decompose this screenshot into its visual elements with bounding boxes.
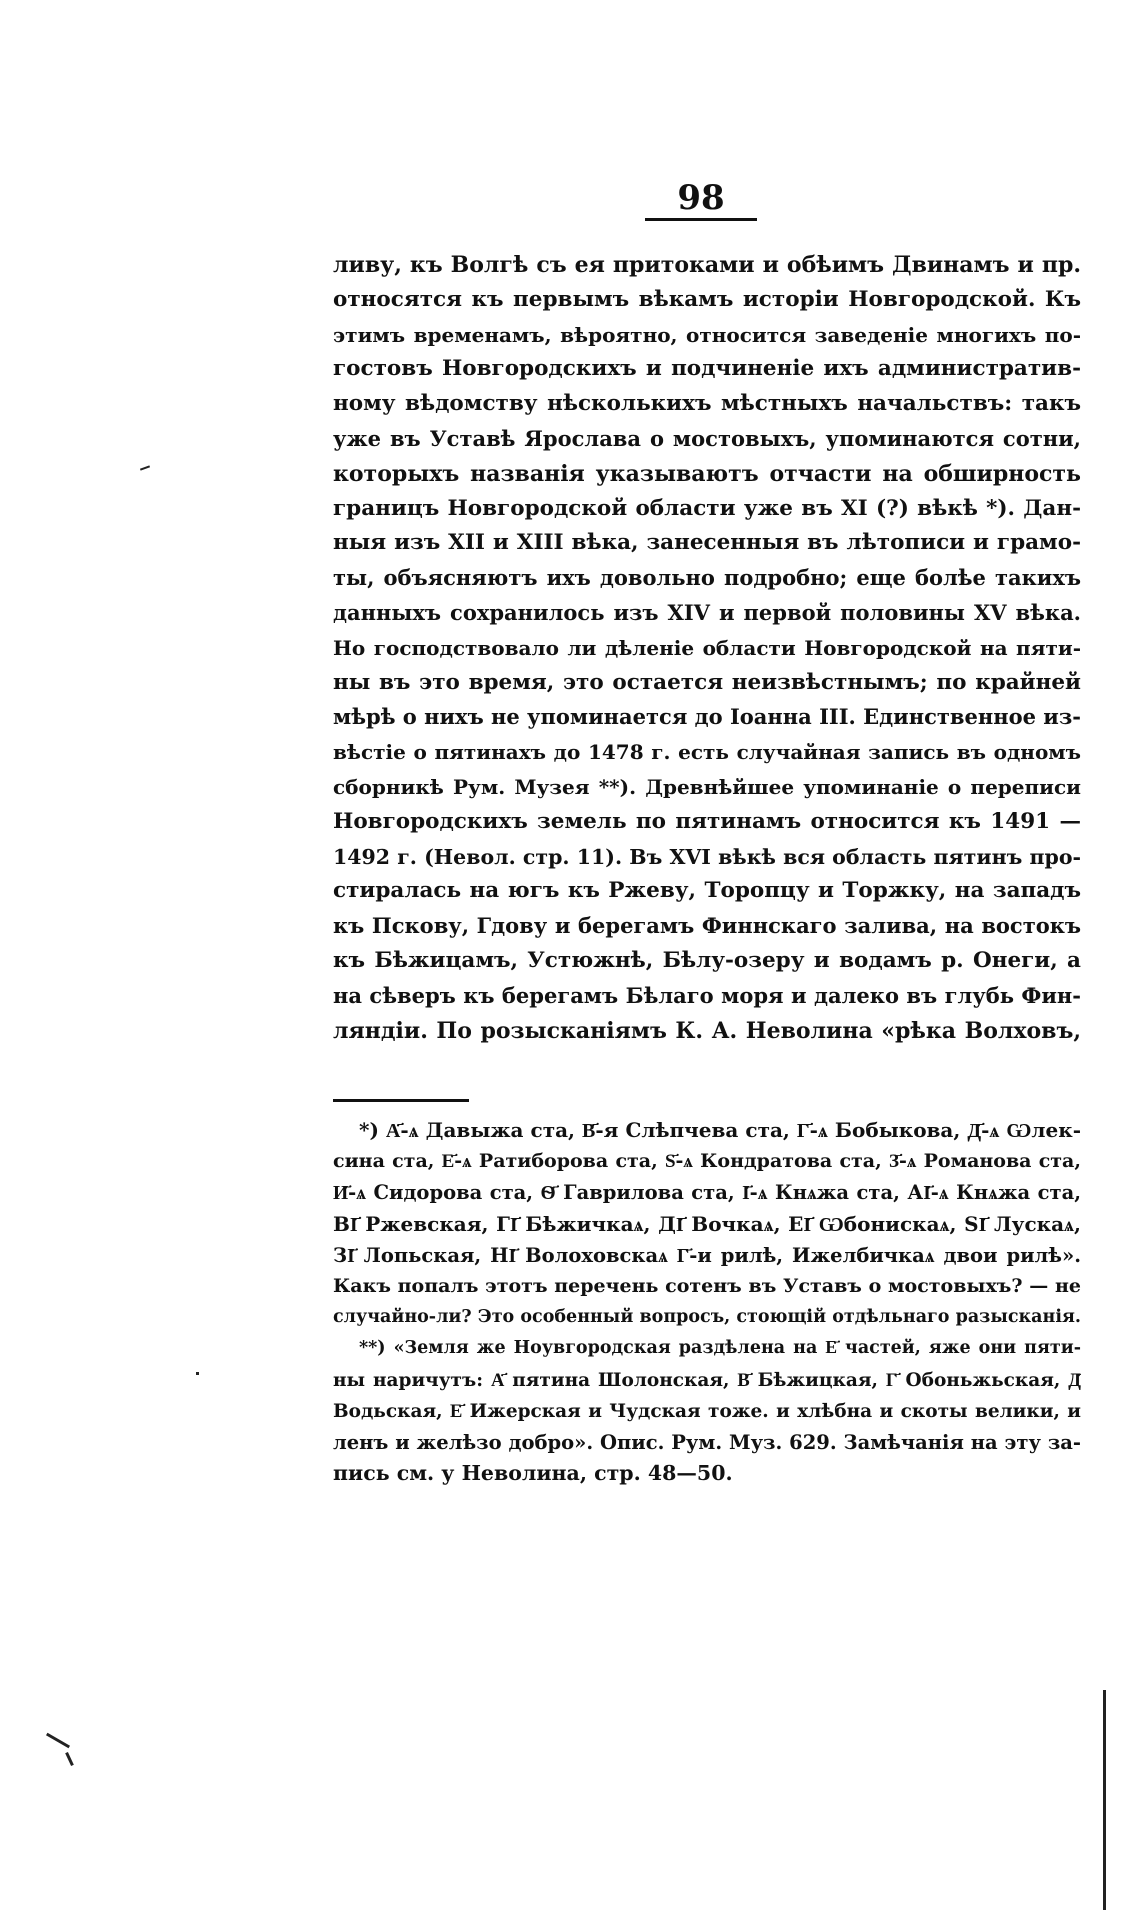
footnote-line: пись см. у Неволина, стр. 48—50.	[333, 1461, 733, 1486]
footnote-line: Водьская, Е҃ Ижерская и Чудская тоже. и хлѣбна и скоты велики, и	[333, 1400, 1081, 1422]
footnote-line: **) «Земля же Ноувгородская раздѣлена на Е҃ частей, яже они пяти-	[359, 1338, 1081, 1359]
text-line: мѣрѣ о нихъ не упоминается до Іоанна III. Единственное из-	[333, 704, 1081, 730]
scan-edge-line	[1103, 1690, 1106, 1910]
text-line: границъ Новгородской области уже въ XI (?) вѣкѣ *). Дан-	[333, 495, 1081, 521]
footnote-line: ны наричутъ: А҃ пятина Шолонская, В҃ Бѣжицкая, Г҃ Обоньжьская, Д҃	[333, 1369, 1081, 1391]
text-line: ты, объясняютъ ихъ довольно подробно; еще болѣе такихъ	[333, 565, 1081, 591]
text-line: сборникѣ Рум. Музея **). Древнѣйшее упоминаніе о переписи	[333, 774, 1081, 799]
text-line: къ Бѣжицамъ, Устюжнѣ, Бѣлу-озеру и водамъ р. Онеги, а	[333, 947, 1081, 973]
text-line: данныхъ сохранилось изъ XIV и первой половины XV вѣка.	[333, 599, 1081, 625]
footnote-1	[333, 1115, 1081, 1333]
scan-mark-corner-tail	[65, 1752, 74, 1766]
text-line: ному вѣдомству нѣсколькихъ мѣстныхъ начальствъ: такъ	[333, 391, 1081, 417]
text-line: гостовъ Новгородскихъ и подчиненіе ихъ административ-	[333, 356, 1081, 382]
text-line: Но господствовало ли дѣленіе области Новгородской на пяти-	[333, 635, 1081, 660]
text-line: уже въ Уставѣ Ярослава о мостовыхъ, упоминаются сотни,	[333, 425, 1081, 451]
text-line: къ Пскову, Гдову и берегамъ Финнскаго залива, на востокъ	[333, 913, 1081, 939]
footnote-2	[333, 1333, 1081, 1489]
scan-mark-dash	[140, 465, 150, 470]
page-number: 98	[645, 178, 757, 221]
text-line: 1492 г. (Невол. стр. 11). Въ XVI вѣкѣ вся область пятинъ про-	[333, 844, 1081, 869]
footnote-line: ВІ҃ Ржевская, ГІ҃ Бѣжичкаѧ, ДІ҃ Вочкаѧ, ЕІ҃ Ѡбонискаѧ, ЅІ҃ Лускаѧ,	[333, 1211, 1081, 1236]
footnotes	[333, 1115, 1081, 1489]
scan-mark-dot	[196, 1372, 199, 1375]
text-line: ливу, къ Волгѣ съ ея притоками и обѣимъ Двинамъ и пр.	[333, 252, 1081, 278]
text-line: вѣстіе о пятинахъ до 1478 г. есть случайная запись въ одномъ	[333, 740, 1081, 765]
text-line: стиралась на югъ къ Ржеву, Торопцу и Торжку, на западъ	[333, 878, 1081, 904]
footnote-line: сина ста, Е҃-ѧ Ратиборова ста, Ѕ҃-ѧ Кондратова ста, З҃-ѧ Романова ста,	[333, 1150, 1081, 1173]
main-text	[333, 248, 1081, 1048]
footnote-line: Какъ попалъ этотъ перечень сотенъ въ Уставъ о мостовыхъ? — не	[333, 1275, 1081, 1298]
text-line: ны въ это время, это остается неизвѣстнымъ; по крайней	[333, 669, 1081, 695]
scan-mark-corner	[46, 1733, 70, 1749]
text-line: на сѣверъ къ берегамъ Бѣлаго моря и далеко въ глубь Фин-	[333, 982, 1081, 1008]
footnote-divider	[333, 1099, 469, 1102]
text-line: Новгородскихъ земель по пятинамъ относится къ 1491 —	[333, 808, 1081, 834]
footnote-line: случайно-ли? Это особенный вопросъ, стоющій отдѣльнаго разысканія.	[333, 1307, 1081, 1328]
text-line: ляндіи. По розысканіямъ К. А. Неволина «рѣка Волховъ,	[333, 1017, 1081, 1044]
text-line: ныя изъ XII и XIII вѣка, занесенныя въ лѣтописи и грамо-	[333, 530, 1081, 556]
text-line: этимъ временамъ, вѣроятно, относится заведеніе многихъ по-	[333, 322, 1081, 347]
footnote-line: ЗІ҃ Лопьская, НІ҃ Волоховскаѧ Г҃-и рилѣ, Ижелбичкаѧ двои рилѣ».	[333, 1243, 1081, 1267]
footnote-line: *) А҃-ѧ Давыжа ста, В҃-я Слѣпчева ста, Г҃-ѧ Бобыкова, Д҃-ѧ Ѡлек-	[359, 1118, 1081, 1142]
text-line: относятся къ первымъ вѣкамъ исторіи Новгородской. Къ	[333, 286, 1081, 312]
footnote-line: И҃-ѧ Сидорова ста, Ѳ҃ Гаврилова ста, І҃-ѧ Кнѧжа ста, АІ҃-ѧ Кнѧжа ста,	[333, 1181, 1081, 1205]
footnote-line: ленъ и желѣзо добро». Опис. Рум. Муз. 629. Замѣчанія на эту за-	[333, 1431, 1081, 1455]
text-line: которыхъ названія указываютъ отчасти на обширность	[333, 460, 1081, 487]
